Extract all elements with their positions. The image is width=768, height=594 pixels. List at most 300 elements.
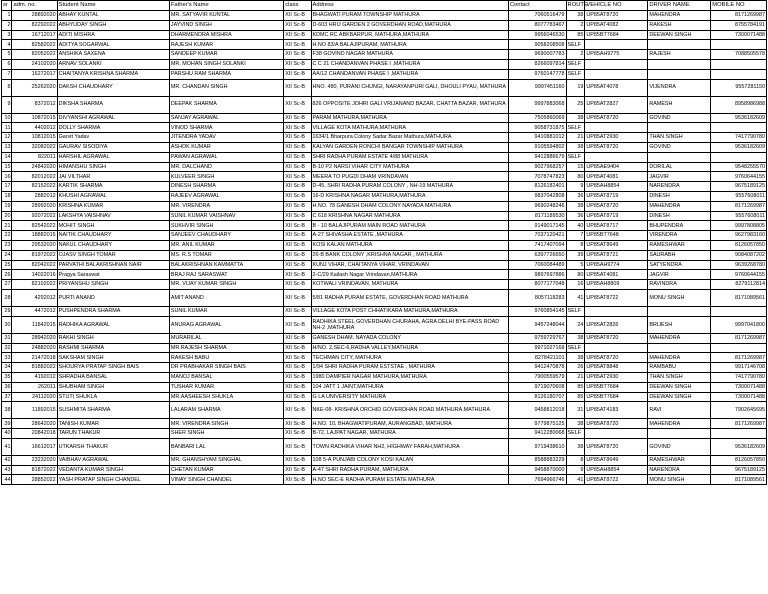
cell-father-name: MR. GHANSHYAM SINGHAL (169, 455, 283, 465)
cell-vehicle: UP85AT8719 (585, 211, 648, 221)
cell-vehicle: UP85AT4082 (585, 20, 648, 30)
cell-contact: 6397726650 (508, 250, 566, 260)
cell-student-name: ABHAY KUNTAL (57, 11, 169, 21)
cell-driver: RAMESH (648, 96, 711, 113)
col-header-mobile: MOBILE NO (711, 1, 767, 11)
cell-class: XII Sc-B (284, 20, 311, 30)
cell-father-name: MR. VIRENDRA (169, 201, 283, 211)
cell-father-name: BRAJ RAJ SARASWAT (169, 270, 283, 280)
table-row (2, 50, 767, 60)
cell-student-name: RASHMI SHARMA (57, 343, 169, 353)
cell-adm: 16712017 (12, 30, 57, 40)
cell-vehicle: UP85BT7648 (585, 231, 648, 241)
cell-sr: 36 (2, 382, 12, 392)
cell-address: KALYAN GARDEN RONCHI BANGAR TOWNSHIP MATHURA (311, 142, 508, 152)
cell-father-name: JAYVIND SINGH (169, 20, 283, 30)
cell-driver: DEEWAN SINGH (648, 382, 711, 392)
cell-sr: 34 (2, 363, 12, 373)
cell-adm: 29532020 (12, 240, 57, 250)
cell-address: A-27 SHIVASHA ESTATE ,MATHURA (311, 231, 508, 241)
table-row (2, 250, 767, 260)
cell-class: XII Sc-B (284, 96, 311, 113)
cell-sr: 5 (2, 50, 12, 60)
cell-adm: 4402012 (12, 123, 57, 133)
cell-class: XII Sc-B (284, 59, 311, 69)
cell-contact: 9719438610 (508, 438, 566, 455)
cell-route: 21 (566, 372, 585, 382)
cell-adm: 24842020 (12, 162, 57, 172)
cell-mobile (711, 306, 767, 316)
cell-route: 8 (566, 455, 585, 465)
cell-contact: 7417407094 (508, 240, 566, 250)
cell-father-name: DINESH SHARMA (169, 182, 283, 192)
cell-route: 9 (566, 182, 585, 192)
cell-mobile (711, 59, 767, 69)
cell-father-name: ASHOK KUMAR (169, 142, 283, 152)
cell-father-name: PARSHU RAM SHARMA (169, 69, 283, 79)
cell-driver (648, 69, 711, 79)
table-row (2, 231, 767, 241)
cell-father-name: MR. VIRENDRA SINGH (169, 419, 283, 429)
table-row (2, 221, 767, 231)
cell-driver: THAN SINGH (648, 372, 711, 382)
cell-contact: 9058731875 (508, 123, 566, 133)
cell-route: 38 (566, 333, 585, 343)
cell-mobile: 7417790780 (711, 372, 767, 382)
cell-address: NKE-08- KRISHNA ORCHID GOVERDHAN ROAD MATHURA,MATHURA (311, 402, 508, 419)
cell-sr: 25 (2, 260, 12, 270)
cell-class: XII Sc-B (284, 172, 311, 182)
cell-class: XII Sc-B (284, 438, 311, 455)
cell-vehicle: UP85BT7684 (585, 30, 648, 40)
cell-vehicle (585, 123, 648, 133)
cell-route: 36 (566, 191, 585, 201)
cell-driver: RAMESHWAR (648, 240, 711, 250)
cell-address: 1634/1 Bharpura Colony Sadar Bazar Mathura,MATHURA (311, 133, 508, 143)
cell-mobile: 9536182609 (711, 142, 767, 152)
cell-adm: 822011 (12, 152, 57, 162)
cell-route: 41 (566, 475, 585, 485)
cell-contact: 9760147778 (508, 69, 566, 79)
cell-address: GANESH DHAM, NAYADA COLONY (311, 333, 508, 343)
cell-father-name: SUNIL KUMAR VAISHNAV (169, 211, 283, 221)
cell-driver: VIRENDRA (648, 231, 711, 241)
cell-student-name: ADITI MISHRA (57, 30, 169, 40)
table-row (2, 79, 767, 96)
cell-address: BHAGWATI PURAM TOWNSHIP MATHURA (311, 11, 508, 21)
cell-vehicle (585, 429, 648, 439)
cell-sr: 13 (2, 142, 12, 152)
cell-student-name: HIMANSHU SINGH (57, 162, 169, 172)
cell-student-name: TARUN THAKUR (57, 429, 169, 439)
cell-adm: 82042022 (12, 260, 57, 270)
cell-contact: 8266097814 (508, 59, 566, 69)
cell-adm: 20842018 (12, 429, 57, 439)
cell-adm: 2882012 (12, 191, 57, 201)
cell-student-name: KHUSHI AGRAWAL (57, 191, 169, 201)
cell-route: SELF (566, 123, 585, 133)
table-row (2, 11, 767, 21)
cell-father-name: MR. MOHAN SINGH SOLANKI (169, 59, 283, 69)
cell-father-name: SANDEEP KUMAR (169, 50, 283, 60)
cell-class: XII Sc-B (284, 392, 311, 402)
cell-driver: JAGVIR (648, 270, 711, 280)
cell-vehicle (585, 152, 648, 162)
cell-class: XII Sc-B (284, 280, 311, 290)
cell-adm: 82582022 (12, 40, 57, 50)
cell-driver: SAURABH (648, 250, 711, 260)
cell-father-name: MURARILAL (169, 333, 283, 343)
cell-sr: 26 (2, 270, 12, 280)
cell-father-name: BANBARI LAL (169, 438, 283, 455)
cell-driver: MAHENDRA (648, 333, 711, 343)
cell-class: XII Sc-B (284, 250, 311, 260)
cell-contact: 9997883068 (508, 96, 566, 113)
cell-address: C 618 KRISHNA NAGAR MATHURA (311, 211, 508, 221)
table-row (2, 96, 767, 113)
cell-father-name: RAJEEV AGRAWAL (169, 191, 283, 201)
cell-student-name: ADITYA SOGARWAL (57, 40, 169, 50)
cell-adm: 11892015 (12, 402, 57, 419)
cell-class: XII Sc-B (284, 79, 311, 96)
cell-vehicle: UP85AT8720 (585, 201, 648, 211)
cell-contact: 8588883229 (508, 455, 566, 465)
cell-father-name: SUKHVIR SINGH (169, 221, 283, 231)
cell-route: 8 (566, 240, 585, 250)
cell-vehicle (585, 59, 648, 69)
cell-mobile: 7902645695 (711, 402, 767, 419)
cell-adm: 28892020 (12, 11, 57, 21)
cell-adm: 4472012 (12, 306, 57, 316)
cell-sr: 38 (2, 402, 12, 419)
cell-address: AA/12 CHANDANVAN PHASE I ,MATHURA (311, 69, 508, 79)
cell-father-name: MR. CHANDAN SINGH (169, 79, 283, 96)
cell-student-name: RADHIKA AGRAWAL (57, 316, 169, 333)
cell-class: XII Sc-B (284, 260, 311, 270)
cell-student-name: VAIBHAV AGRAWAL (57, 455, 169, 465)
cell-route: 9 (566, 465, 585, 475)
cell-route: 39 (566, 250, 585, 260)
cell-vehicle (585, 343, 648, 353)
cell-mobile: 9557608011 (711, 211, 767, 221)
cell-student-name: DIKSHA SHARMA (57, 96, 169, 113)
cell-class: XII Sc-B (284, 363, 311, 373)
cell-student-name: UTKARSH THAKUR (57, 438, 169, 455)
table-row (2, 372, 767, 382)
cell-vehicle: UP85AE9404 (585, 162, 648, 172)
cell-class: XII Sc-B (284, 40, 311, 50)
cell-father-name: SUNIL KUMAR (169, 306, 283, 316)
cell-address: KDMC RC ABKBARPUR, MATHURA,MATHURA (311, 30, 508, 40)
col-header-route: ROUTE (566, 1, 585, 11)
cell-father-name: RAKESH BABU (169, 353, 283, 363)
cell-sr: 29 (2, 306, 12, 316)
table-row (2, 363, 767, 373)
cell-father-name: PAWAN AGRAWAL (169, 152, 283, 162)
cell-contact: 9410881012 (508, 133, 566, 143)
cell-mobile: 9084087202 (711, 250, 767, 260)
cell-sr: 20 (2, 211, 12, 221)
cell-class: XII Sc-B (284, 475, 311, 485)
cell-student-name: ANSHIKA SAXENA (57, 50, 169, 60)
cell-adm: 82542022 (12, 221, 57, 231)
table-row (2, 429, 767, 439)
cell-driver: DEEWAN SINGH (648, 392, 711, 402)
student-table (1, 0, 767, 485)
cell-class: XII Sc-B (284, 465, 311, 475)
cell-route: 15 (566, 162, 585, 172)
cell-class: XII Sc-B (284, 333, 311, 343)
col-header-address: Address (311, 1, 508, 11)
cell-adm: 23232020 (12, 455, 57, 465)
cell-father-name: DHARMENDRA MISHRA (169, 30, 283, 40)
cell-father-name: VINOD SHARMA (169, 123, 283, 133)
cell-adm: 28852022 (12, 475, 57, 485)
cell-sr: 30 (2, 316, 12, 333)
table-row (2, 343, 767, 353)
cell-adm: 81972022 (12, 250, 57, 260)
table-row (2, 240, 767, 250)
cell-route: 36 (566, 211, 585, 221)
cell-route: 24 (566, 316, 585, 333)
cell-driver: RAVINDRA (648, 280, 711, 290)
cell-driver (648, 343, 711, 353)
cell-mobile: 7300071488 (711, 30, 767, 40)
table-row (2, 353, 767, 363)
cell-student-name: OJASV SINGH TOMAR (57, 250, 169, 260)
cell-route: 31 (566, 402, 585, 419)
cell-vehicle: UP85BT7684 (585, 382, 648, 392)
cell-address: H/NO. 2,SEC-6,RADHA VALLEY,MATHURA (311, 343, 508, 353)
cell-sr: 9 (2, 96, 12, 113)
cell-route: SELF (566, 429, 585, 439)
cell-route: 80 (566, 172, 585, 182)
table-row (2, 260, 767, 270)
cell-father-name: CHETAN KUMAR (169, 465, 283, 475)
cell-mobile: 9917146708 (711, 363, 767, 373)
cell-contact: 9105594802 (508, 142, 566, 152)
cell-mobile: 9997041800 (711, 316, 767, 333)
cell-vehicle: UP85AT8848 (585, 363, 648, 373)
cell-mobile: 8171269987 (711, 11, 767, 21)
cell-student-name: KRISHNA KUMAR (57, 201, 169, 211)
cell-father-name: SANJEEV CHAUDHARY (169, 231, 283, 241)
cell-driver: JAGVIR (648, 172, 711, 182)
cell-sr: 18 (2, 191, 12, 201)
cell-class: XII Sc-B (284, 289, 311, 306)
cell-route: 41 (566, 289, 585, 306)
cell-student-name: SHUBHAM SINGH (57, 382, 169, 392)
cell-class: XII Sc-B (284, 455, 311, 465)
cell-address: H.NO SEC-E RADHA PURAM ESTATE MATHURA (311, 475, 508, 485)
cell-contact: 9971027168 (508, 343, 566, 353)
cell-sr: 4 (2, 40, 12, 50)
table-row (2, 182, 767, 192)
cell-class: XII Sc-B (284, 69, 311, 79)
cell-route: 38 (566, 142, 585, 152)
cell-student-name: GAURAV SISODIYA (57, 142, 169, 152)
cell-route: 40 (566, 221, 585, 231)
cell-sr: 7 (2, 69, 12, 79)
cell-class: XII Sc-B (284, 306, 311, 316)
cell-sr: 3 (2, 30, 12, 40)
cell-address: SHRI RADHA PURAM ESTATE 4/88 MATHURA (311, 152, 508, 162)
cell-address: G LA UNIVERSITY MATHURA (311, 392, 508, 402)
cell-student-name: CHAITANYA KRISHNA SHARMA (57, 69, 169, 79)
cell-student-name: ARNAV SOLANKI (57, 59, 169, 69)
cell-sr: 40 (2, 429, 12, 439)
cell-route: 2 (566, 20, 585, 30)
cell-address: PARAM MATHURA,MATHURA (311, 113, 508, 123)
cell-contact: 9897697886 (508, 270, 566, 280)
cell-sr: 39 (2, 419, 12, 429)
cell-sr: 22 (2, 231, 12, 241)
cell-route: 85 (566, 30, 585, 40)
cell-driver (648, 429, 711, 439)
cell-father-name: MANOJ BANSAL (169, 372, 283, 382)
cell-sr: 32 (2, 343, 12, 353)
cell-class: XII Sc-B (284, 270, 311, 280)
cell-student-name: SHRADHA BANSAL (57, 372, 169, 382)
cell-contact: 9997451160 (508, 79, 566, 96)
cell-class: XII Sc-B (284, 113, 311, 123)
cell-sr: 37 (2, 392, 12, 402)
cell-adm: 28642020 (12, 419, 57, 429)
cell-driver: MAHENDRA (648, 11, 711, 21)
cell-vehicle: UP85AT8720 (585, 142, 648, 152)
col-header-name: Student Name (57, 1, 169, 11)
cell-adm: 4292012 (12, 289, 57, 306)
cell-address: F38 GOVIND NAGAR MATHURA (311, 50, 508, 60)
cell-mobile: 9548255570 (711, 162, 767, 172)
table-row (2, 402, 767, 419)
cell-vehicle: UP85AT8719 (585, 191, 648, 201)
cell-address: B - 10 BALAJIPURAM MAIN ROAD MATHURA (311, 221, 508, 231)
table-row (2, 306, 767, 316)
table-row (2, 123, 767, 133)
cell-driver: DINESH (648, 211, 711, 221)
cell-adm: 4192012 (12, 372, 57, 382)
cell-address: H.NO 83/A BALAJIPURAM, MATHURA (311, 40, 508, 50)
cell-sr: 12 (2, 133, 12, 143)
cell-contact: 8171189530 (508, 211, 566, 221)
cell-vehicle: UP85AT8722 (585, 289, 648, 306)
cell-mobile: 8171269987 (711, 333, 767, 343)
cell-class: XII Sc-B (284, 240, 311, 250)
table-row (2, 211, 767, 221)
cell-mobile (711, 343, 767, 353)
cell-route: 38 (566, 419, 585, 429)
cell-driver: SATYENDRA (648, 260, 711, 270)
cell-vehicle: UP85AT8717 (585, 221, 648, 231)
cell-driver: GOVIND (648, 142, 711, 152)
cell-mobile: 8279112814 (711, 280, 767, 290)
cell-sr: 31 (2, 333, 12, 343)
cell-vehicle: UP85BT7684 (585, 392, 648, 402)
cell-address: TECHMAN CITY, MATHURA (311, 353, 508, 363)
header-row (2, 1, 767, 11)
cell-student-name: Garvit Yadav (57, 133, 169, 143)
cell-address: 2-C/29 Kailash Nagar Vrindavan,MATHURA (311, 270, 508, 280)
table-row (2, 113, 767, 123)
cell-class: XII Sc-B (284, 162, 311, 172)
cell-adm: 82292022 (12, 20, 57, 30)
cell-route: SELF (566, 69, 585, 79)
cell-vehicle: UP85AH9774 (585, 260, 648, 270)
cell-vehicle: UP85AT2826 (585, 316, 648, 333)
table-row (2, 40, 767, 50)
cell-student-name: KARTIK SHARMA (57, 182, 169, 192)
cell-adm: 24882020 (12, 343, 57, 353)
cell-driver: DEEWAN SINGH (648, 30, 711, 40)
cell-contact: 8077783467 (508, 20, 566, 30)
cell-mobile: 9760644155 (711, 172, 767, 182)
cell-contact: 9759729767 (508, 333, 566, 343)
cell-class: XII Sc-B (284, 50, 311, 60)
cell-address: D-603 HRIJ GARDEN 2 GOVERDHAN ROAD,MATHURA (311, 20, 508, 30)
cell-mobile: 7088505578 (711, 50, 767, 60)
cell-father-name: MR. VIJAY KUMAR SINGH (169, 280, 283, 290)
cell-contact: 9690007783 (508, 50, 566, 60)
cell-contact: 9837042808 (508, 191, 566, 201)
cell-student-name: MOHIT SINGH (57, 221, 169, 231)
cell-contact: 9760854145 (508, 306, 566, 316)
cell-sr: 35 (2, 372, 12, 382)
cell-mobile: 9536182609 (711, 113, 767, 123)
cell-class: XII Sc-B (284, 402, 311, 419)
table-row (2, 280, 767, 290)
cell-student-name: TANISH KUMAR (57, 419, 169, 429)
cell-mobile: 8171269987 (711, 201, 767, 211)
cell-father-name: ANURAG AGRAWAL (169, 316, 283, 333)
cell-vehicle: UP85AT8720 (585, 419, 648, 429)
table-row (2, 152, 767, 162)
col-header-sr: sr (2, 1, 12, 11)
cell-class: XII Sc-B (284, 182, 311, 192)
col-header-father: Father's Name (169, 1, 283, 11)
cell-class: XII Sc-B (284, 152, 311, 162)
cell-student-name: PARVATHI BALAKRISHNAN NAIR (57, 260, 169, 270)
cell-contact: 7060084489 (508, 260, 566, 270)
cell-adm: 262011 (12, 382, 57, 392)
cell-class: XII Sc-B (284, 221, 311, 231)
cell-sr: 41 (2, 438, 12, 455)
cell-father-name: DR PRABHAKAR SINGH BAIS (169, 363, 283, 373)
cell-sr: 6 (2, 59, 12, 69)
cell-class: XII Sc-B (284, 211, 311, 221)
cell-address: RADHIKA STEEL GOVERDHAN CHURAHA, AGRA DELHI BYE-PASS ROAD NH-2 ,MATHURA (311, 316, 508, 333)
cell-adm: 28942020 (12, 333, 57, 343)
cell-vehicle: UP85AH8854 (585, 182, 648, 192)
cell-father-name: MR.AASHEESH SHUKLA (169, 392, 283, 402)
cell-address: HNO. 480, PURANI CHUNGI, NARAYANPURI GALI, DHOULI PYAU, MATHURA (311, 79, 508, 96)
cell-address: VILLAGE KOTA MATHURA,MATHURA (311, 123, 508, 133)
cell-sr: 24 (2, 250, 12, 260)
table-row (2, 438, 767, 455)
cell-vehicle: UP85AH9775 (585, 50, 648, 60)
cell-vehicle: UP85AT8720 (585, 438, 648, 455)
cell-mobile (711, 40, 767, 50)
cell-driver: RAVI (648, 402, 711, 419)
cell-mobile: 7417790780 (711, 133, 767, 143)
cell-class: XII Sc-B (284, 231, 311, 241)
cell-contact: 8077177048 (508, 280, 566, 290)
cell-mobile (711, 123, 767, 133)
cell-route: 25 (566, 96, 585, 113)
cell-student-name: SUSHMITA SHARMA (57, 402, 169, 419)
cell-driver: MAHENDRA (648, 353, 711, 363)
cell-father-name: MR. DALCHAND (169, 162, 283, 172)
